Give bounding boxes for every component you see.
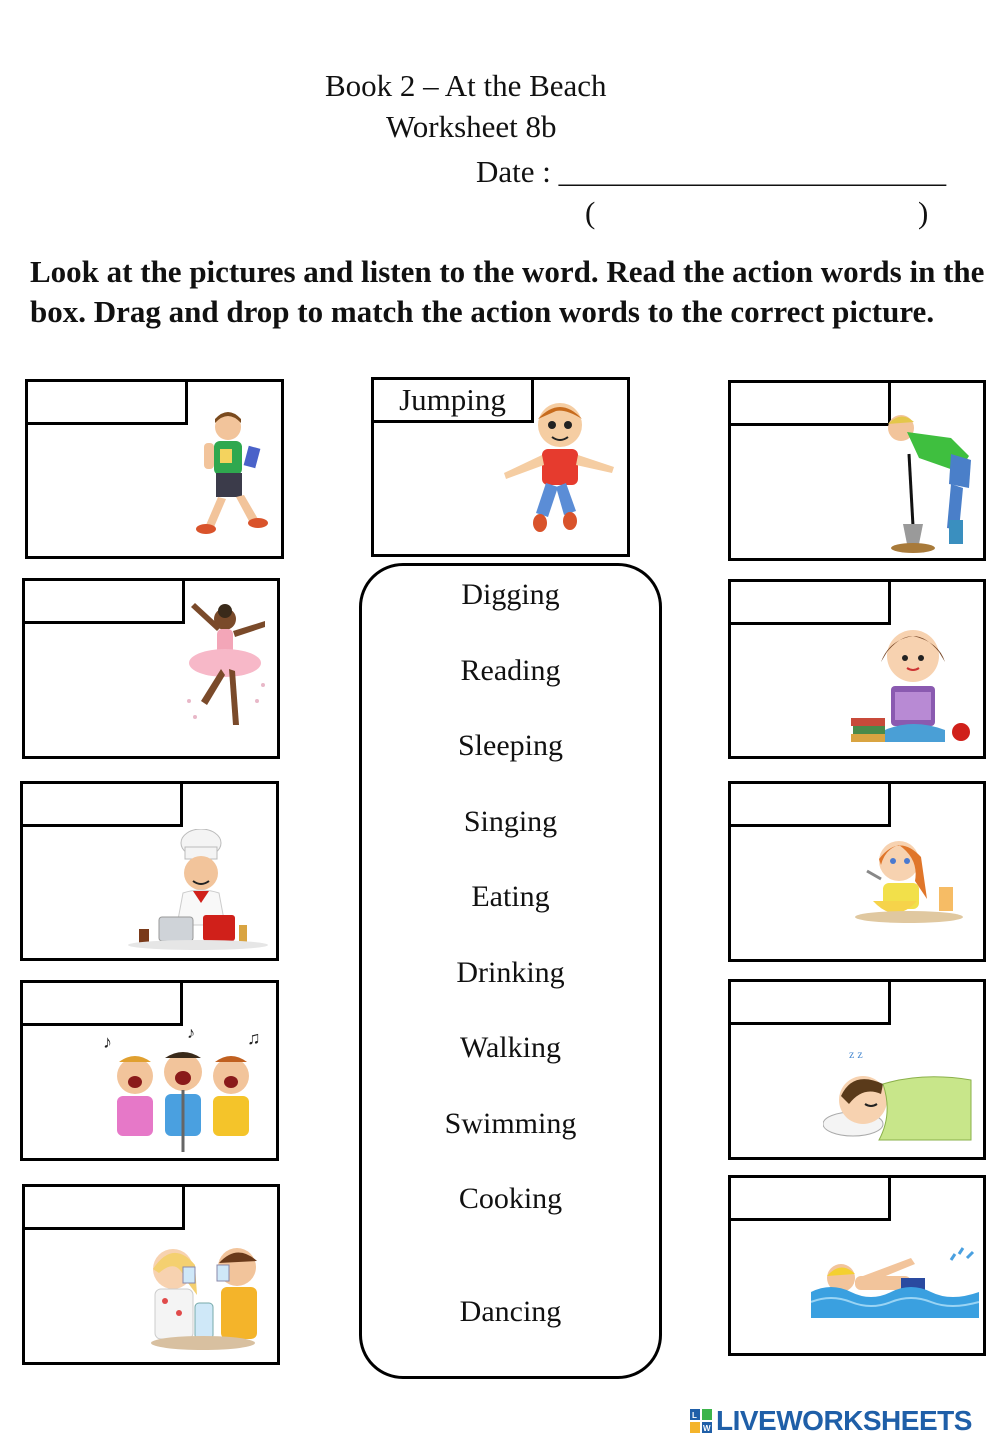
word-reading[interactable]: Reading: [460, 654, 561, 687]
word-sleeping[interactable]: Sleeping: [458, 729, 563, 762]
reading-girl-icon: [849, 622, 977, 750]
jumping-boy-icon: [496, 395, 621, 545]
brand-name: LIVEWORKSHEETS: [716, 1405, 972, 1436]
answer-slot-walking-boy[interactable]: [25, 379, 188, 425]
digging-man-icon: [879, 408, 981, 556]
card-singing-kids: [20, 980, 279, 1161]
card-jumping-boy: [371, 377, 630, 557]
singing-kids-icon: [97, 1028, 267, 1158]
svg-text:♪: ♪: [103, 1032, 112, 1052]
card-walking-boy: [25, 379, 284, 559]
answer-slot-reading-girl[interactable]: [728, 579, 891, 625]
word-cooking[interactable]: Cooking: [458, 1182, 563, 1215]
word-walking[interactable]: Walking: [460, 1031, 561, 1064]
svg-text:♪: ♪: [187, 1028, 195, 1042]
answer-slot-singing-kids[interactable]: [20, 980, 183, 1026]
answer-slot-drinking-kids[interactable]: [22, 1184, 185, 1230]
word-dancing[interactable]: Dancing: [459, 1295, 562, 1328]
card-swimming-boy: [728, 1175, 986, 1356]
answer-slot-dancing-girl[interactable]: [22, 578, 185, 624]
walking-boy-icon: [188, 407, 278, 547]
word-drinking[interactable]: Drinking: [456, 956, 565, 989]
answer-slot-jumping-boy[interactable]: Jumping: [371, 377, 534, 423]
worksheet-title: Worksheet 8b: [386, 109, 557, 144]
logo-letter-l: L: [692, 1411, 697, 1420]
paren-close: ): [918, 195, 929, 230]
svg-text:♫: ♫: [247, 1028, 261, 1048]
book-title: Book 2 – At the Beach: [325, 68, 607, 103]
liveworksheets-logo-icon: [690, 1409, 712, 1433]
answer-slot-cooking-chef[interactable]: [20, 781, 183, 827]
word-singing[interactable]: Singing: [463, 805, 558, 838]
card-sleeping-boy: [728, 979, 986, 1160]
sleeping-boy-icon: [823, 1044, 975, 1148]
swimmer-icon: [811, 1246, 979, 1326]
drinking-kids-icon: [137, 1239, 272, 1359]
word-eating[interactable]: Eating: [471, 880, 550, 913]
chef-icon: [123, 829, 273, 954]
card-eating-girl: [728, 781, 986, 962]
date-line: Date : _________________________: [476, 154, 947, 189]
card-drinking-kids: [22, 1184, 280, 1365]
svg-text:z z: z z: [849, 1047, 863, 1061]
answer-slot-eating-girl[interactable]: [728, 781, 891, 827]
card-digging-man: [728, 380, 986, 561]
logo-letter-w: W: [703, 1424, 711, 1433]
instructions: Look at the pictures and listen to the word. Read the action words in the box. Drag and drop to match the action words to the correct picture.: [30, 254, 985, 329]
eating-girl-icon: [853, 829, 965, 941]
card-reading-girl: [728, 579, 986, 759]
word-bank: [359, 563, 662, 1379]
card-dancing-girl: [22, 578, 280, 759]
paren-open: (: [585, 195, 596, 230]
word-digging[interactable]: Digging: [461, 578, 560, 611]
answer-slot-digging-man[interactable]: [728, 380, 891, 426]
answer-slot-swimming-boy[interactable]: [728, 1175, 891, 1221]
word-swimming[interactable]: Swimming: [444, 1107, 577, 1140]
liveworksheets-brand: [690, 1404, 972, 1438]
ballerina-icon: [177, 601, 277, 751]
card-cooking-chef: [20, 781, 279, 961]
answer-slot-sleeping-boy[interactable]: [728, 979, 891, 1025]
